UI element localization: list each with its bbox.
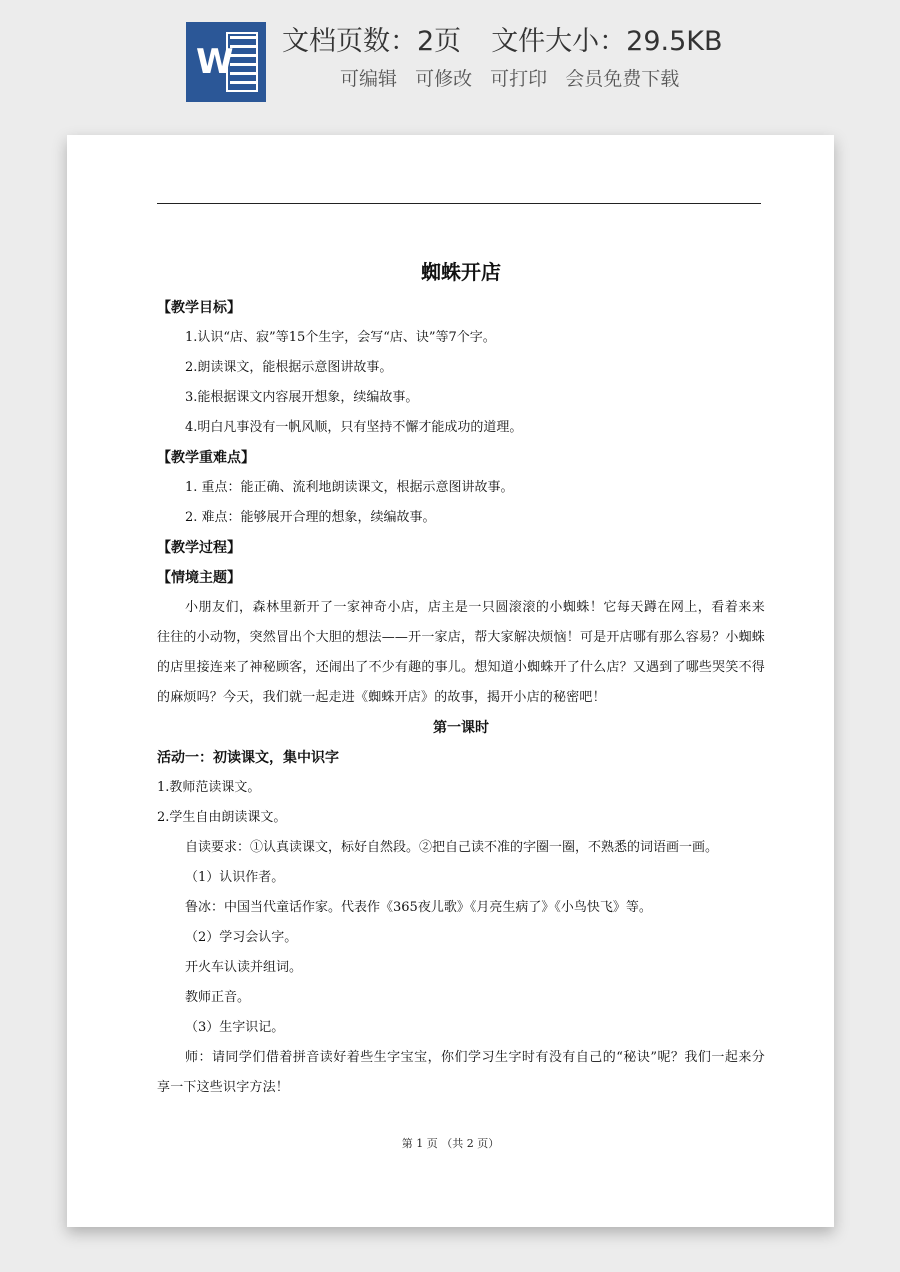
goal-item: 2.朗读课文，能根据示意图讲故事。 (185, 360, 393, 375)
goals-heading: 【教学目标】 (157, 300, 241, 316)
word-document-icon (186, 22, 266, 102)
word-lines-icon (230, 36, 256, 90)
reading-requirement: 自读要求：①认真读课文，标好自然段。②把自己读不准的字圈一圈，不熟悉的词语画一画。 (185, 840, 719, 855)
document-title: 蜘蛛开店 (421, 260, 501, 284)
document-content (157, 253, 765, 1103)
sub-step: （3）生字识记。 (185, 1020, 285, 1035)
document-info (282, 22, 723, 62)
activity-heading: 活动一：初读课文，集中识字 (157, 750, 339, 766)
theme-heading: 【情境主题】 (157, 570, 241, 586)
key-point-item: 1. 重点：能正确、流利地朗读课文，根据示意图讲故事。 (185, 480, 514, 495)
key-point-item: 2. 难点：能够展开合理的想象，续编故事。 (185, 510, 436, 525)
file-size-label: 文件大小：29.5KB (491, 26, 723, 57)
theme-paragraph: 小朋友们，森林里新开了一家神奇小店，店主是一只圆滚滚的小蜘蛛！它每天蹲在网上，看着来来往往的小动物，突然冒出个大胆的想法——开一家店，帮大家解决烦恼！可是开店哪有那么容易？小蜘蛛的店里接连来了神秘顾客，还闹出了不少有趣的事儿。想知道小蜘蛛开了什么店？又遇到了哪些哭笑不得的麻烦吗？今天，我们就一起走进《蜘蛛开店》的故事，揭开小店的秘密吧！ (157, 600, 765, 705)
lesson-heading: 第一课时 (433, 720, 489, 736)
process-heading: 【教学过程】 (157, 540, 241, 556)
header-rule (157, 203, 761, 204)
goal-item: 3.能根据课文内容展开想象，续编故事。 (185, 390, 419, 405)
text-line: 教师正音。 (185, 990, 251, 1005)
word-logo-letter: W (196, 42, 234, 82)
goal-item: 1.认识“店、寂”等15个生字，会写“店、诀”等7个字。 (185, 330, 496, 345)
step-item: 1.教师范读课文。 (157, 780, 261, 795)
teacher-paragraph: 师：请同学们借着拼音读好着些生字宝宝，你们学习生字时有没有自己的“秘诀”呢？我们一起来分享一下这些识字方法！ (157, 1050, 765, 1095)
page-count-label: 文档页数：2页 (282, 26, 462, 57)
author-info: 鲁冰：中国当代童话作家。代表作《365夜儿歌》《月亮生病了》《小鸟快飞》等。 (185, 900, 652, 915)
feature-list (340, 66, 691, 92)
feature-modifiable: 可修改 (415, 68, 473, 90)
text-line: 开火车认读并组词。 (185, 960, 303, 975)
sub-step: （1）认识作者。 (185, 870, 285, 885)
goal-item: 4.明白凡事没有一帆风顺，只有坚持不懈才能成功的道理。 (185, 420, 523, 435)
feature-free-download: 会员免费下载 (565, 68, 680, 90)
key-points-heading: 【教学重难点】 (157, 450, 255, 466)
feature-printable: 可打印 (490, 68, 548, 90)
step-item: 2.学生自由朗读课文。 (157, 810, 287, 825)
feature-editable: 可编辑 (340, 68, 398, 90)
document-page (67, 135, 834, 1227)
page-footer: 第 1 页 （共 2 页） (401, 1137, 500, 1150)
sub-step: （2）学习会认字。 (185, 930, 298, 945)
header-banner (0, 0, 900, 120)
